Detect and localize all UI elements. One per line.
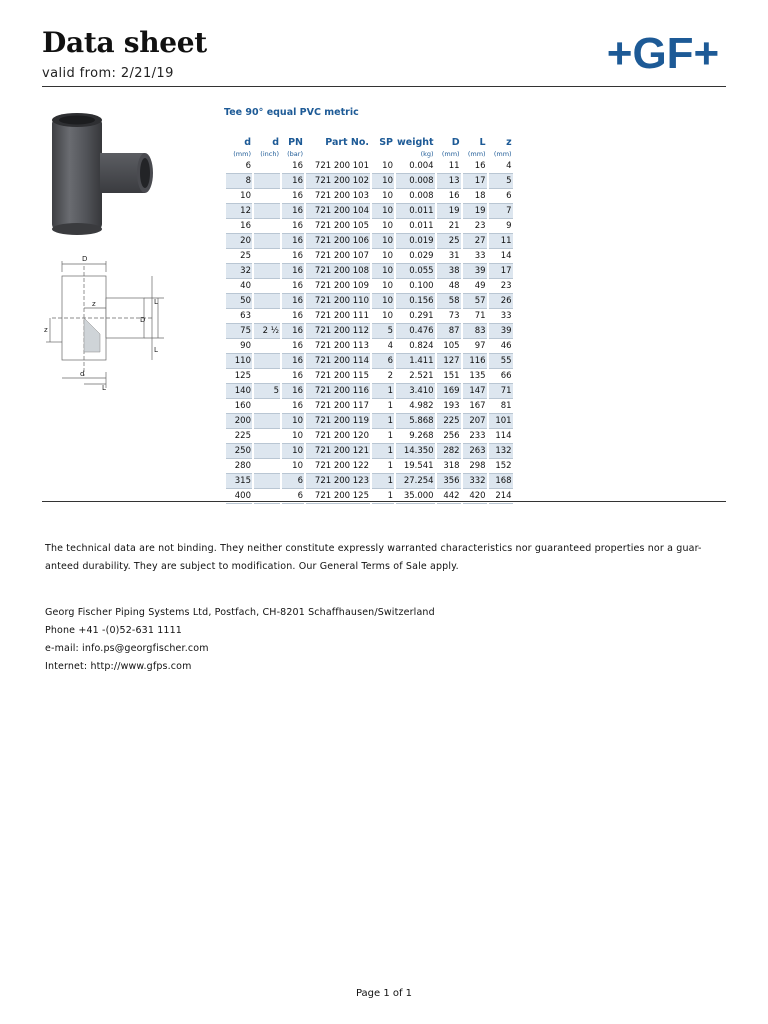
dim-label-z-mid: z	[92, 300, 96, 308]
cell-d-mm: 225	[226, 429, 252, 444]
cell-D: 19	[437, 204, 461, 219]
table-row	[226, 354, 513, 369]
cell-sp: 10	[372, 234, 394, 249]
cell-d-mm: 280	[226, 459, 252, 474]
cell-z: 9	[489, 219, 513, 234]
cell-z: 101	[489, 414, 513, 429]
company-website[interactable]: Internet: http://www.gfps.com	[45, 661, 192, 672]
cell-D: 38	[437, 264, 461, 279]
cell-part-no: 721 200 116	[306, 384, 370, 399]
table-row	[226, 474, 513, 489]
unit-z: (mm)	[493, 150, 512, 158]
company-address: Georg Fischer Piping Systems Ltd, Postfach, CH-8201 Schaffhausen/Switzerland	[45, 607, 435, 618]
cell-L: 17	[463, 174, 487, 189]
cell-L: 39	[463, 264, 487, 279]
cell-D: 25	[437, 234, 461, 249]
cell-L: 23	[463, 219, 487, 234]
col-header-d-mm: d	[244, 137, 251, 148]
cell-d-inch	[254, 159, 280, 174]
cell-z: 14	[489, 249, 513, 264]
cell-d-inch	[254, 369, 280, 384]
cell-D: 282	[437, 444, 461, 459]
cell-L: 71	[463, 309, 487, 324]
cell-d-inch	[254, 339, 280, 354]
cell-d-mm: 125	[226, 369, 252, 384]
cell-pn: 16	[282, 399, 304, 414]
cell-L: 135	[463, 369, 487, 384]
cell-d-mm: 8	[226, 174, 252, 189]
cell-sp: 6	[372, 354, 394, 369]
cell-part-no: 721 200 102	[306, 174, 370, 189]
table-row	[226, 399, 513, 414]
cell-d-inch	[254, 459, 280, 474]
cell-sp: 10	[372, 294, 394, 309]
cell-sp: 10	[372, 159, 394, 174]
cell-d-inch	[254, 264, 280, 279]
gf-logo	[594, 28, 732, 76]
table-row	[226, 174, 513, 189]
cell-z: 114	[489, 429, 513, 444]
unit-d-mm: (mm)	[233, 150, 251, 158]
cell-part-no: 721 200 125	[306, 489, 370, 504]
unit-D: (mm)	[441, 150, 460, 158]
cell-sp: 2	[372, 369, 394, 384]
cell-d-inch	[254, 444, 280, 459]
cell-d-mm: 200	[226, 414, 252, 429]
cell-d-inch: 5	[254, 384, 280, 399]
cell-weight: 0.019	[396, 234, 435, 249]
table-row	[226, 294, 513, 309]
cell-weight: 0.100	[396, 279, 435, 294]
cell-weight: 4.982	[396, 399, 435, 414]
cell-weight: 0.004	[396, 159, 435, 174]
cell-D: 127	[437, 354, 461, 369]
cell-weight: 27.254	[396, 474, 435, 489]
cell-d-inch	[254, 204, 280, 219]
cell-sp: 10	[372, 204, 394, 219]
table-row	[226, 309, 513, 324]
unit-L: (mm)	[467, 150, 486, 158]
cell-d-inch	[254, 294, 280, 309]
dim-label-D-right: D	[140, 316, 146, 324]
cell-L: 116	[463, 354, 487, 369]
cell-weight: 35.000	[396, 489, 435, 504]
table-header-row	[226, 136, 513, 149]
cell-sp: 1	[372, 384, 394, 399]
table-row	[226, 369, 513, 384]
product-title: Tee 90° equal PVC metric	[224, 107, 359, 118]
col-header-d-inch: d	[272, 137, 279, 148]
table-row	[226, 459, 513, 474]
cell-sp: 10	[372, 174, 394, 189]
cell-part-no: 721 200 111	[306, 309, 370, 324]
cell-sp: 10	[372, 264, 394, 279]
cell-pn: 16	[282, 234, 304, 249]
cell-sp: 10	[372, 189, 394, 204]
cell-d-mm: 16	[226, 219, 252, 234]
cell-weight: 0.824	[396, 339, 435, 354]
cell-d-inch	[254, 474, 280, 489]
cell-part-no: 721 200 112	[306, 324, 370, 339]
cell-part-no: 721 200 109	[306, 279, 370, 294]
table-row	[226, 189, 513, 204]
dimension-drawing	[42, 252, 172, 392]
cell-D: 105	[437, 339, 461, 354]
cell-pn: 16	[282, 264, 304, 279]
table-row	[226, 444, 513, 459]
dim-label-z-left: z	[44, 326, 48, 334]
cell-part-no: 721 200 108	[306, 264, 370, 279]
unit-pn: (bar)	[287, 150, 303, 158]
cell-L: 233	[463, 429, 487, 444]
cell-sp: 10	[372, 249, 394, 264]
cell-L: 83	[463, 324, 487, 339]
cell-L: 420	[463, 489, 487, 504]
cell-L: 298	[463, 459, 487, 474]
cell-D: 318	[437, 459, 461, 474]
cell-pn: 10	[282, 414, 304, 429]
cell-D: 169	[437, 384, 461, 399]
cell-D: 16	[437, 189, 461, 204]
cell-z: 26	[489, 294, 513, 309]
cell-part-no: 721 200 113	[306, 339, 370, 354]
cell-pn: 16	[282, 339, 304, 354]
cell-pn: 16	[282, 159, 304, 174]
unit-weight: (kg)	[420, 150, 434, 158]
cell-d-mm: 90	[226, 339, 252, 354]
cell-pn: 6	[282, 489, 304, 504]
cell-D: 11	[437, 159, 461, 174]
cell-d-inch	[254, 309, 280, 324]
cell-pn: 16	[282, 354, 304, 369]
table-row	[226, 279, 513, 294]
cell-L: 16	[463, 159, 487, 174]
cell-D: 21	[437, 219, 461, 234]
table-unit-row	[226, 149, 513, 159]
cell-part-no: 721 200 107	[306, 249, 370, 264]
disclaimer	[45, 540, 725, 576]
cell-pn: 16	[282, 309, 304, 324]
cell-L: 207	[463, 414, 487, 429]
cell-d-mm: 315	[226, 474, 252, 489]
cell-pn: 16	[282, 279, 304, 294]
cell-D: 73	[437, 309, 461, 324]
dim-label-d-bottom: d	[80, 370, 85, 378]
cell-d-inch	[254, 429, 280, 444]
col-header-D: D	[451, 137, 460, 148]
cell-pn: 6	[282, 474, 304, 489]
cell-D: 48	[437, 279, 461, 294]
cell-z: 71	[489, 384, 513, 399]
cell-L: 33	[463, 249, 487, 264]
dim-label-L-right2: L	[154, 346, 158, 354]
cell-weight: 3.410	[396, 384, 435, 399]
cell-pn: 16	[282, 204, 304, 219]
cell-z: 7	[489, 204, 513, 219]
cell-pn: 10	[282, 429, 304, 444]
cell-weight: 1.411	[396, 354, 435, 369]
cell-D: 225	[437, 414, 461, 429]
cell-d-mm: 63	[226, 309, 252, 324]
cell-D: 256	[437, 429, 461, 444]
cell-part-no: 721 200 121	[306, 444, 370, 459]
cell-d-mm: 250	[226, 444, 252, 459]
cell-L: 27	[463, 234, 487, 249]
cell-part-no: 721 200 106	[306, 234, 370, 249]
cell-d-inch	[254, 414, 280, 429]
dim-label-L-right: L	[154, 298, 158, 306]
cell-d-inch	[254, 279, 280, 294]
cell-d-inch	[254, 174, 280, 189]
cell-d-mm: 160	[226, 399, 252, 414]
cell-L: 97	[463, 339, 487, 354]
cell-part-no: 721 200 101	[306, 159, 370, 174]
cell-L: 332	[463, 474, 487, 489]
cell-L: 147	[463, 384, 487, 399]
cell-d-mm: 20	[226, 234, 252, 249]
cell-pn: 16	[282, 324, 304, 339]
cell-part-no: 721 200 119	[306, 414, 370, 429]
section-divider	[42, 501, 726, 502]
cell-part-no: 721 200 120	[306, 429, 370, 444]
table-row	[226, 414, 513, 429]
cell-sp: 4	[372, 339, 394, 354]
table-row	[226, 234, 513, 249]
dim-label-D-top: D	[82, 255, 88, 263]
table-row	[226, 249, 513, 264]
cell-weight: 0.156	[396, 294, 435, 309]
unit-part-no	[306, 149, 370, 159]
cell-z: 33	[489, 309, 513, 324]
cell-weight: 0.291	[396, 309, 435, 324]
cell-sp: 1	[372, 414, 394, 429]
cell-D: 13	[437, 174, 461, 189]
table-row	[226, 204, 513, 219]
cell-part-no: 721 200 122	[306, 459, 370, 474]
cell-L: 19	[463, 204, 487, 219]
cell-d-inch	[254, 354, 280, 369]
cell-sp: 10	[372, 219, 394, 234]
header-divider	[42, 86, 726, 87]
specification-table	[224, 136, 515, 504]
cell-pn: 16	[282, 189, 304, 204]
cell-d-inch	[254, 234, 280, 249]
dim-label-L-bottom: L	[102, 384, 106, 392]
cell-weight: 0.008	[396, 174, 435, 189]
cell-d-mm: 6	[226, 159, 252, 174]
product-photo	[42, 108, 164, 248]
cell-sp: 1	[372, 459, 394, 474]
table-row	[226, 159, 513, 174]
cell-L: 263	[463, 444, 487, 459]
cell-z: 46	[489, 339, 513, 354]
cell-z: 81	[489, 399, 513, 414]
disclaimer-line-2: anteed durability. They are subject to modification. Our General Terms of Sale apply.	[45, 561, 459, 572]
cell-pn: 16	[282, 369, 304, 384]
cell-d-inch: 2 ½	[254, 324, 280, 339]
cell-sp: 1	[372, 429, 394, 444]
cell-weight: 5.868	[396, 414, 435, 429]
cell-z: 11	[489, 234, 513, 249]
cell-d-inch	[254, 189, 280, 204]
table-body	[226, 159, 513, 504]
cell-d-mm: 110	[226, 354, 252, 369]
cell-d-mm: 50	[226, 294, 252, 309]
cell-d-mm: 10	[226, 189, 252, 204]
cell-d-inch	[254, 399, 280, 414]
cell-pn: 16	[282, 219, 304, 234]
cell-z: 17	[489, 264, 513, 279]
unit-d-inch: (inch)	[260, 150, 279, 158]
cell-weight: 0.476	[396, 324, 435, 339]
cell-z: 6	[489, 189, 513, 204]
cell-D: 58	[437, 294, 461, 309]
cell-d-mm: 25	[226, 249, 252, 264]
cell-d-mm: 12	[226, 204, 252, 219]
cell-d-mm: 40	[226, 279, 252, 294]
cell-pn: 16	[282, 384, 304, 399]
cell-z: 39	[489, 324, 513, 339]
table-row	[226, 339, 513, 354]
cell-sp: 1	[372, 444, 394, 459]
cell-part-no: 721 200 110	[306, 294, 370, 309]
valid-from-date: valid from: 2/21/19	[42, 66, 174, 81]
cell-D: 151	[437, 369, 461, 384]
cell-d-mm: 140	[226, 384, 252, 399]
cell-weight: 0.055	[396, 264, 435, 279]
cell-d-mm: 400	[226, 489, 252, 504]
cell-weight: 14.350	[396, 444, 435, 459]
cell-weight: 9.268	[396, 429, 435, 444]
cell-part-no: 721 200 114	[306, 354, 370, 369]
cell-part-no: 721 200 123	[306, 474, 370, 489]
cell-pn: 16	[282, 249, 304, 264]
cell-z: 214	[489, 489, 513, 504]
cell-part-no: 721 200 115	[306, 369, 370, 384]
cell-z: 4	[489, 159, 513, 174]
col-header-sp: SP	[379, 137, 393, 148]
cell-pn: 10	[282, 444, 304, 459]
company-email[interactable]: e-mail: info.ps@georgfischer.com	[45, 643, 209, 654]
cell-weight: 2.521	[396, 369, 435, 384]
cell-D: 87	[437, 324, 461, 339]
cell-L: 18	[463, 189, 487, 204]
cell-weight: 0.029	[396, 249, 435, 264]
cell-z: 132	[489, 444, 513, 459]
table-row	[226, 324, 513, 339]
page-title: Data sheet	[42, 26, 207, 59]
col-header-weight: weight	[397, 137, 434, 148]
table-row	[226, 429, 513, 444]
cell-d-mm: 75	[226, 324, 252, 339]
cell-z: 66	[489, 369, 513, 384]
cell-z: 168	[489, 474, 513, 489]
cell-part-no: 721 200 104	[306, 204, 370, 219]
cell-weight: 0.011	[396, 204, 435, 219]
unit-sp	[372, 149, 394, 159]
cell-z: 152	[489, 459, 513, 474]
cell-weight: 0.008	[396, 189, 435, 204]
col-header-L: L	[479, 137, 486, 148]
cell-D: 193	[437, 399, 461, 414]
cell-D: 442	[437, 489, 461, 504]
cell-weight: 19.541	[396, 459, 435, 474]
cell-z: 55	[489, 354, 513, 369]
cell-D: 31	[437, 249, 461, 264]
gf-logo-text: +GF+	[606, 29, 720, 76]
page-number: Page 1 of 1	[355, 988, 413, 999]
cell-d-inch	[254, 219, 280, 234]
cell-part-no: 721 200 105	[306, 219, 370, 234]
table-row	[226, 219, 513, 234]
cell-part-no: 721 200 117	[306, 399, 370, 414]
cell-sp: 1	[372, 489, 394, 504]
cell-L: 49	[463, 279, 487, 294]
cell-pn: 16	[282, 174, 304, 189]
cell-pn: 16	[282, 294, 304, 309]
cell-pn: 10	[282, 459, 304, 474]
table-row	[226, 384, 513, 399]
cell-L: 167	[463, 399, 487, 414]
col-header-pn: PN	[288, 137, 303, 148]
company-phone: Phone +41 -(0)52-631 1111	[45, 625, 182, 636]
cell-z: 5	[489, 174, 513, 189]
cell-sp: 10	[372, 309, 394, 324]
table-row	[226, 264, 513, 279]
cell-z: 23	[489, 279, 513, 294]
col-header-z: z	[506, 137, 512, 148]
cell-d-mm: 32	[226, 264, 252, 279]
cell-sp: 1	[372, 399, 394, 414]
cell-sp: 5	[372, 324, 394, 339]
cell-d-inch	[254, 249, 280, 264]
disclaimer-line-1: The technical data are not binding. They neither constitute expressly warranted characteristics nor guaranteed properties nor a guar-	[45, 543, 702, 554]
cell-sp: 1	[372, 474, 394, 489]
col-header-part-no: Part No.	[325, 137, 369, 148]
cell-D: 356	[437, 474, 461, 489]
cell-L: 57	[463, 294, 487, 309]
cell-part-no: 721 200 103	[306, 189, 370, 204]
cell-sp: 10	[372, 279, 394, 294]
cell-weight: 0.011	[396, 219, 435, 234]
